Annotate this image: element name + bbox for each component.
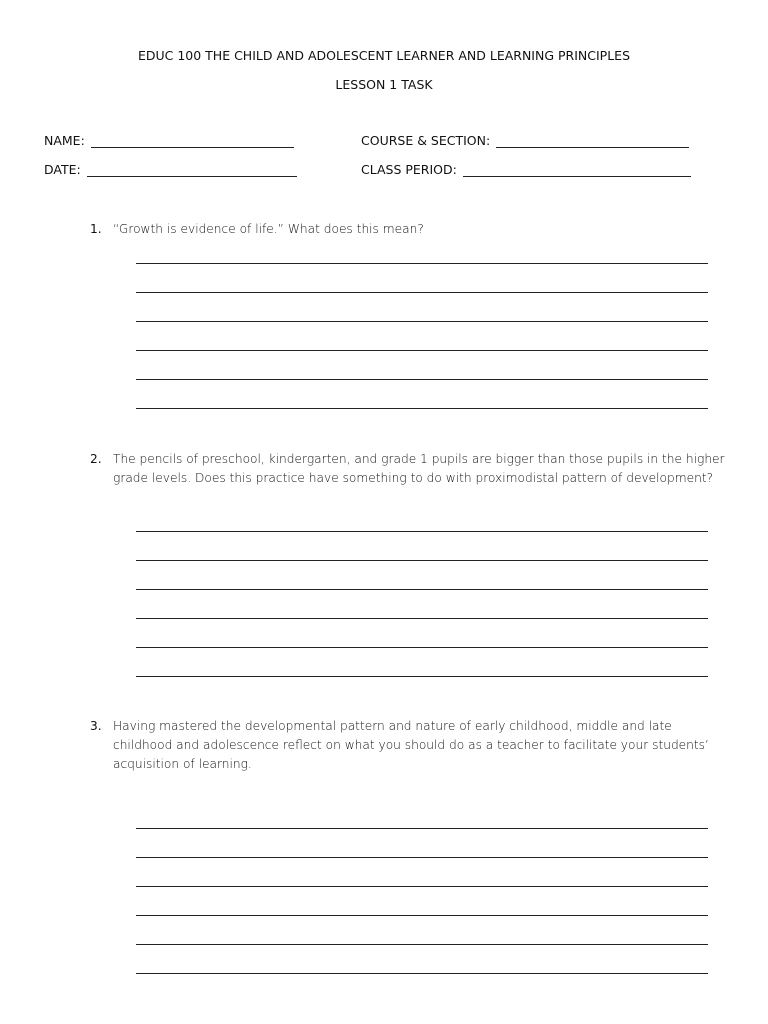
answer-line[interactable] [136, 915, 708, 916]
answer-line[interactable] [136, 263, 708, 264]
name-blank[interactable] [91, 133, 294, 148]
answer-line[interactable] [136, 973, 708, 974]
answer-line[interactable] [136, 676, 708, 677]
course-section-blank[interactable] [496, 133, 689, 148]
date-label: DATE: [44, 162, 81, 177]
question-2-number: 2. [90, 452, 102, 466]
answer-line[interactable] [136, 589, 708, 590]
question-3-number: 3. [90, 719, 102, 733]
question-3-text: Having mastered the developmental pattern and nature of early childhood, middle and late childhood and adolescence reflect on what you should do as a teacher to facilitate your students’ acquisition of learning. [113, 719, 709, 771]
question-2 [90, 450, 730, 488]
question-1-text: “Growth is evidence of life.” What does this mean? [113, 222, 424, 236]
question-1 [90, 220, 730, 239]
answer-line[interactable] [136, 379, 708, 380]
answer-line[interactable] [136, 408, 708, 409]
question-3 [90, 717, 730, 774]
date-field [44, 162, 297, 177]
answer-line[interactable] [136, 350, 708, 351]
answer-line[interactable] [136, 531, 708, 532]
class-period-blank[interactable] [463, 162, 691, 177]
answer-line[interactable] [136, 944, 708, 945]
answer-line[interactable] [136, 618, 708, 619]
date-blank[interactable] [87, 162, 297, 177]
answer-line[interactable] [136, 647, 708, 648]
course-section-field [361, 133, 689, 148]
course-section-label: COURSE & SECTION: [361, 133, 491, 148]
class-period-field [361, 162, 691, 177]
answer-line[interactable] [136, 560, 708, 561]
name-field [44, 133, 294, 148]
question-2-text: The pencils of preschool, kindergarten, and grade 1 pupils are bigger than those pupils in the higher grade levels. Does this practice have something to do with proximodistal pattern of development? [113, 452, 725, 485]
course-title: EDUC 100 THE CHILD AND ADOLESCENT LEARNER AND LEARNING PRINCIPLES [137, 48, 631, 63]
answer-line[interactable] [136, 828, 708, 829]
answer-line[interactable] [136, 886, 708, 887]
lesson-title: LESSON 1 TASK [335, 77, 433, 92]
answer-line[interactable] [136, 321, 708, 322]
question-1-number: 1. [90, 222, 102, 236]
answer-line[interactable] [136, 292, 708, 293]
name-label: NAME: [44, 133, 85, 148]
answer-line[interactable] [136, 857, 708, 858]
class-period-label: CLASS PERIOD: [361, 162, 457, 177]
